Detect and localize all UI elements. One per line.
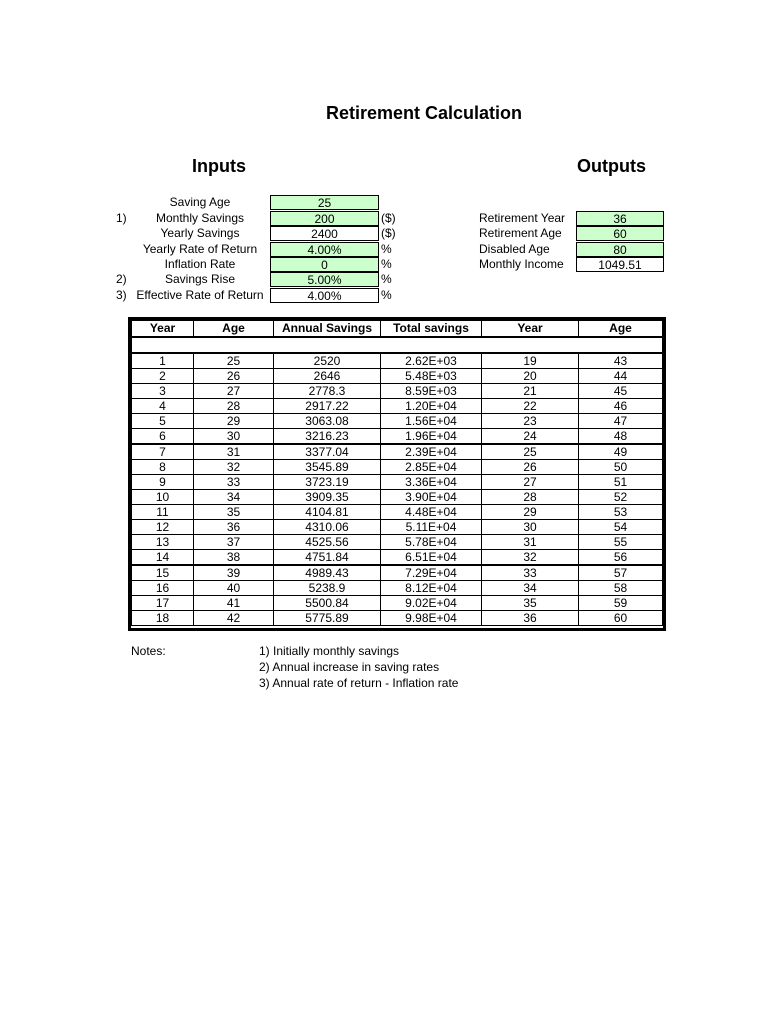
cell-age-2: 51	[579, 475, 663, 490]
table-row	[132, 520, 663, 535]
cell-year: 5	[132, 414, 194, 429]
cell-total-savings: 8.59E+03	[381, 384, 482, 399]
cell-total-savings: 4.48E+04	[381, 505, 482, 520]
output-label-retirement-year: Retirement Year	[479, 211, 566, 225]
input-label-yearly-rate: Yearly Rate of Return	[142, 242, 258, 256]
inflation-rate-field[interactable]: 0	[270, 257, 379, 272]
cell-year-2: 20	[482, 369, 579, 384]
cell-annual-savings: 3545.89	[274, 460, 381, 475]
cell-age-2: 43	[579, 353, 663, 369]
note-item: 2) Annual increase in saving rates	[259, 660, 440, 674]
cell-total-savings: 9.98E+04	[381, 611, 482, 626]
cell-age-2: 55	[579, 535, 663, 550]
table-row	[132, 369, 663, 384]
cell-year-2: 32	[482, 550, 579, 566]
cell-age: 38	[194, 550, 274, 566]
cell-annual-savings: 4525.56	[274, 535, 381, 550]
input-unit: ($)	[381, 226, 396, 240]
outputs-heading: Outputs	[577, 156, 646, 176]
cell-year: 18	[132, 611, 194, 626]
cell-age: 32	[194, 460, 274, 475]
cell-year-2: 19	[482, 353, 579, 369]
cell-total-savings: 5.78E+04	[381, 535, 482, 550]
inputs-heading: Inputs	[192, 156, 246, 176]
cell-year-2: 33	[482, 565, 579, 581]
cell-year-2: 36	[482, 611, 579, 626]
retirement-year-value: 36	[576, 211, 664, 226]
cell-year: 13	[132, 535, 194, 550]
cell-year: 7	[132, 444, 194, 460]
cell-age: 40	[194, 581, 274, 596]
cell-annual-savings: 4310.06	[274, 520, 381, 535]
notes-label: Notes:	[131, 644, 166, 658]
yearly-savings-value: 2400	[270, 226, 379, 241]
cell-age: 25	[194, 353, 274, 369]
cell-annual-savings: 4751.84	[274, 550, 381, 566]
cell-annual-savings: 2917.22	[274, 399, 381, 414]
table-row	[132, 596, 663, 611]
cell-age: 42	[194, 611, 274, 626]
notes-list	[259, 643, 458, 691]
cell-year-2: 30	[482, 520, 579, 535]
header-age-2: Age	[579, 321, 663, 338]
cell-year: 10	[132, 490, 194, 505]
cell-year: 8	[132, 460, 194, 475]
cell-year-2: 25	[482, 444, 579, 460]
input-unit: ($)	[381, 211, 396, 225]
table-row	[132, 444, 663, 460]
input-label-savings-rise: Savings Rise	[164, 272, 236, 286]
cell-total-savings: 1.96E+04	[381, 429, 482, 445]
cell-age: 28	[194, 399, 274, 414]
cell-total-savings: 2.39E+04	[381, 444, 482, 460]
table-row	[132, 505, 663, 520]
cell-total-savings: 5.48E+03	[381, 369, 482, 384]
cell-annual-savings: 2778.3	[274, 384, 381, 399]
cell-total-savings: 3.36E+04	[381, 475, 482, 490]
cell-annual-savings: 4989.43	[274, 565, 381, 581]
output-label-retirement-age: Retirement Age	[479, 226, 562, 240]
cell-annual-savings: 3063.08	[274, 414, 381, 429]
table-row	[132, 550, 663, 566]
table-row	[132, 399, 663, 414]
table-row	[132, 353, 663, 369]
cell-year: 12	[132, 520, 194, 535]
cell-annual-savings: 2646	[274, 369, 381, 384]
output-label-disabled-age: Disabled Age	[479, 242, 550, 256]
header-annual-savings: Annual Savings	[274, 321, 381, 338]
input-row-number: 3)	[116, 288, 127, 302]
input-label-inflation-rate: Inflation Rate	[164, 257, 236, 271]
header-year: Year	[132, 321, 194, 338]
cell-age-2: 50	[579, 460, 663, 475]
cell-age: 35	[194, 505, 274, 520]
cell-year-2: 29	[482, 505, 579, 520]
cell-annual-savings: 5500.84	[274, 596, 381, 611]
cell-annual-savings: 3723.19	[274, 475, 381, 490]
cell-age: 30	[194, 429, 274, 445]
cell-age-2: 49	[579, 444, 663, 460]
cell-age-2: 48	[579, 429, 663, 445]
cell-age-2: 52	[579, 490, 663, 505]
cell-age-2: 56	[579, 550, 663, 566]
table-row	[132, 414, 663, 429]
cell-total-savings: 2.85E+04	[381, 460, 482, 475]
cell-age: 37	[194, 535, 274, 550]
table-row	[132, 565, 663, 581]
cell-year-2: 23	[482, 414, 579, 429]
cell-year-2: 26	[482, 460, 579, 475]
input-unit: %	[381, 288, 392, 302]
cell-year: 4	[132, 399, 194, 414]
cell-year-2: 28	[482, 490, 579, 505]
input-unit: %	[381, 272, 392, 286]
cell-total-savings: 5.11E+04	[381, 520, 482, 535]
cell-year: 1	[132, 353, 194, 369]
table-spacer-row	[132, 337, 663, 353]
monthly-income-value: 1049.51	[576, 257, 664, 272]
header-year-2: Year	[482, 321, 579, 338]
page-title: Retirement Calculation	[325, 103, 523, 123]
cell-annual-savings: 5775.89	[274, 611, 381, 626]
input-label-effective-rate: Effective Rate of Return	[136, 288, 264, 302]
cell-age: 26	[194, 369, 274, 384]
cell-age-2: 44	[579, 369, 663, 384]
effective-rate-value: 4.00%	[270, 288, 379, 303]
header-total-savings: Total savings	[381, 321, 482, 338]
cell-year: 6	[132, 429, 194, 445]
cell-age-2: 54	[579, 520, 663, 535]
disabled-age-field[interactable]: 80	[576, 242, 664, 257]
cell-age-2: 45	[579, 384, 663, 399]
cell-annual-savings: 3216.23	[274, 429, 381, 445]
cell-total-savings: 6.51E+04	[381, 550, 482, 566]
cell-age-2: 60	[579, 611, 663, 626]
input-label-yearly-savings: Yearly Savings	[160, 226, 240, 240]
cell-age: 41	[194, 596, 274, 611]
cell-age: 39	[194, 565, 274, 581]
note-item: 1) Initially monthly savings	[259, 644, 400, 658]
input-unit: %	[381, 242, 392, 256]
cell-year: 15	[132, 565, 194, 581]
cell-year-2: 21	[482, 384, 579, 399]
cell-year-2: 27	[482, 475, 579, 490]
cell-annual-savings: 2520	[274, 353, 381, 369]
savings-table	[128, 317, 666, 631]
cell-annual-savings: 5238.9	[274, 581, 381, 596]
cell-year: 9	[132, 475, 194, 490]
table-row	[132, 535, 663, 550]
monthly-savings-field[interactable]: 200	[270, 211, 379, 226]
yearly-rate-field[interactable]: 4.00%	[270, 242, 379, 257]
cell-total-savings: 3.90E+04	[381, 490, 482, 505]
cell-year: 3	[132, 384, 194, 399]
cell-year-2: 35	[482, 596, 579, 611]
cell-age-2: 59	[579, 596, 663, 611]
cell-age-2: 57	[579, 565, 663, 581]
cell-age-2: 58	[579, 581, 663, 596]
savings-rise-field[interactable]: 5.00%	[270, 272, 379, 287]
cell-age: 27	[194, 384, 274, 399]
note-item: 3) Annual rate of return - Inflation rate	[259, 676, 459, 690]
table-header-row	[132, 321, 663, 338]
table-row	[132, 611, 663, 626]
cell-total-savings: 7.29E+04	[381, 565, 482, 581]
cell-year: 17	[132, 596, 194, 611]
input-row-number: 2)	[116, 272, 127, 286]
table-row	[132, 475, 663, 490]
cell-total-savings: 8.12E+04	[381, 581, 482, 596]
cell-year: 14	[132, 550, 194, 566]
saving-age-field[interactable]: 25	[270, 195, 379, 210]
table-row	[132, 429, 663, 445]
cell-age-2: 47	[579, 414, 663, 429]
cell-total-savings: 1.20E+04	[381, 399, 482, 414]
cell-year-2: 22	[482, 399, 579, 414]
output-label-monthly-income: Monthly Income	[479, 257, 564, 271]
cell-year: 16	[132, 581, 194, 596]
table-row	[132, 384, 663, 399]
input-unit: %	[381, 257, 392, 271]
cell-year-2: 31	[482, 535, 579, 550]
cell-annual-savings: 3909.35	[274, 490, 381, 505]
cell-age-2: 46	[579, 399, 663, 414]
input-label-monthly-savings: Monthly Savings	[155, 211, 245, 225]
table-row	[132, 460, 663, 475]
input-row-number: 1)	[116, 211, 127, 225]
cell-age: 34	[194, 490, 274, 505]
cell-age-2: 53	[579, 505, 663, 520]
cell-age: 31	[194, 444, 274, 460]
cell-total-savings: 9.02E+04	[381, 596, 482, 611]
cell-age: 36	[194, 520, 274, 535]
cell-annual-savings: 3377.04	[274, 444, 381, 460]
table-row	[132, 490, 663, 505]
cell-annual-savings: 4104.81	[274, 505, 381, 520]
cell-age: 29	[194, 414, 274, 429]
cell-year-2: 24	[482, 429, 579, 445]
header-age: Age	[194, 321, 274, 338]
cell-year: 11	[132, 505, 194, 520]
cell-age: 33	[194, 475, 274, 490]
cell-total-savings: 1.56E+04	[381, 414, 482, 429]
input-label-saving-age: Saving Age	[169, 195, 231, 209]
cell-year: 2	[132, 369, 194, 384]
cell-total-savings: 2.62E+03	[381, 353, 482, 369]
retirement-age-value: 60	[576, 226, 664, 241]
table-row	[132, 581, 663, 596]
cell-year-2: 34	[482, 581, 579, 596]
